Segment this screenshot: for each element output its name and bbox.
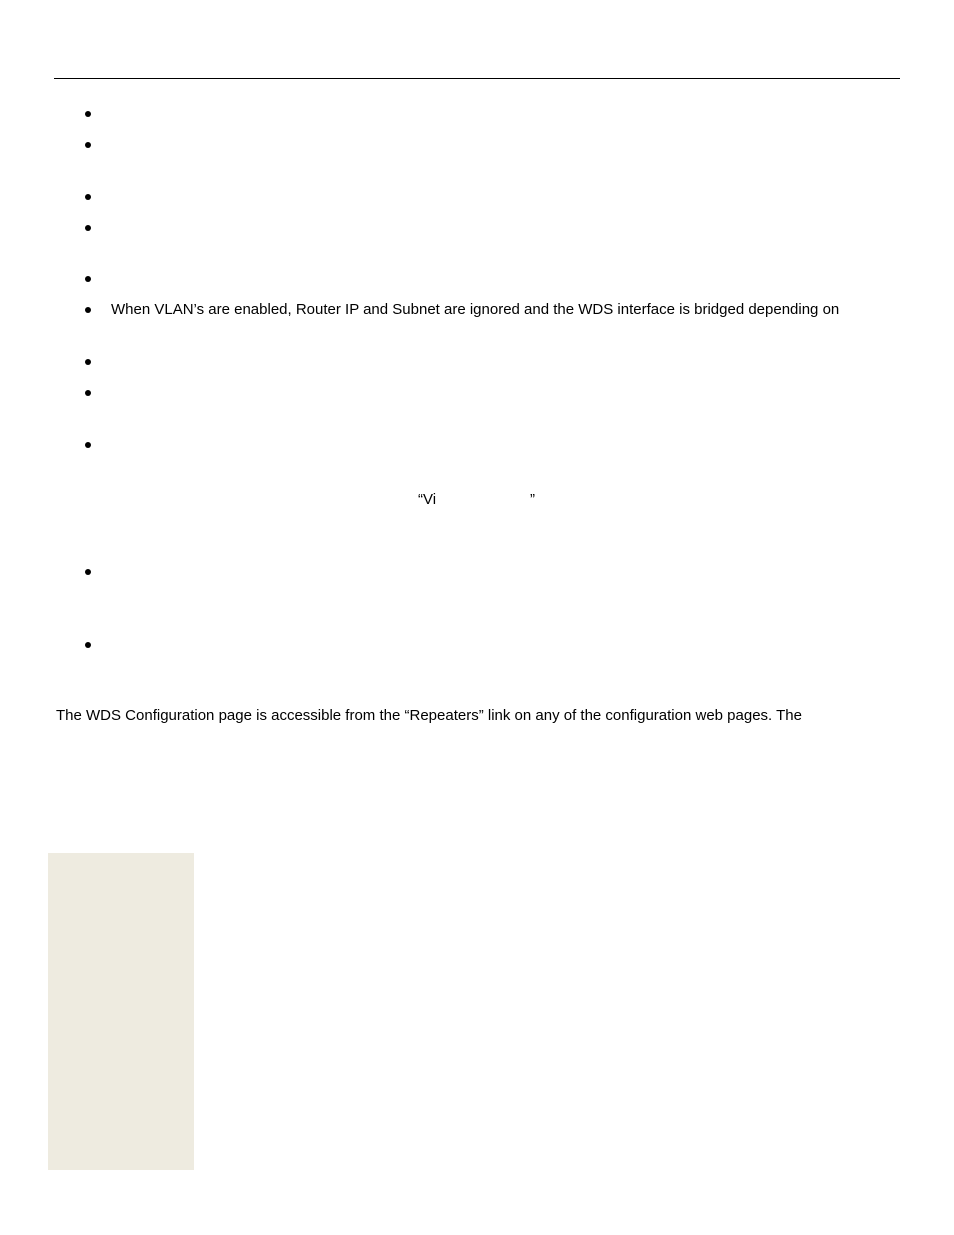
- bullet-marker: [85, 276, 91, 282]
- bullet-marker: [85, 307, 91, 313]
- wds-configuration-paragraph: The WDS Configuration page is accessible from the “Repeaters” link on any of the configuration web pages. The: [56, 707, 802, 724]
- sidebar-panel: [48, 853, 194, 1170]
- bullet-marker: [85, 225, 91, 231]
- bullet-marker: [85, 642, 91, 648]
- bullet-marker: [85, 390, 91, 396]
- bullet-marker: [85, 442, 91, 448]
- bullet-marker: [85, 359, 91, 365]
- bullet-marker: [85, 194, 91, 200]
- header-rule: [54, 78, 900, 79]
- bullet-marker: [85, 111, 91, 117]
- bullet-marker: [85, 569, 91, 575]
- quote-fragment-close: ”: [530, 491, 535, 508]
- quote-fragment-open: “Vi: [418, 491, 437, 508]
- bullet-marker: [85, 142, 91, 148]
- bullet-item-vlan-text: When VLAN’s are enabled, Router IP and Subnet are ignored and the WDS interface is bridged depending on: [111, 301, 840, 318]
